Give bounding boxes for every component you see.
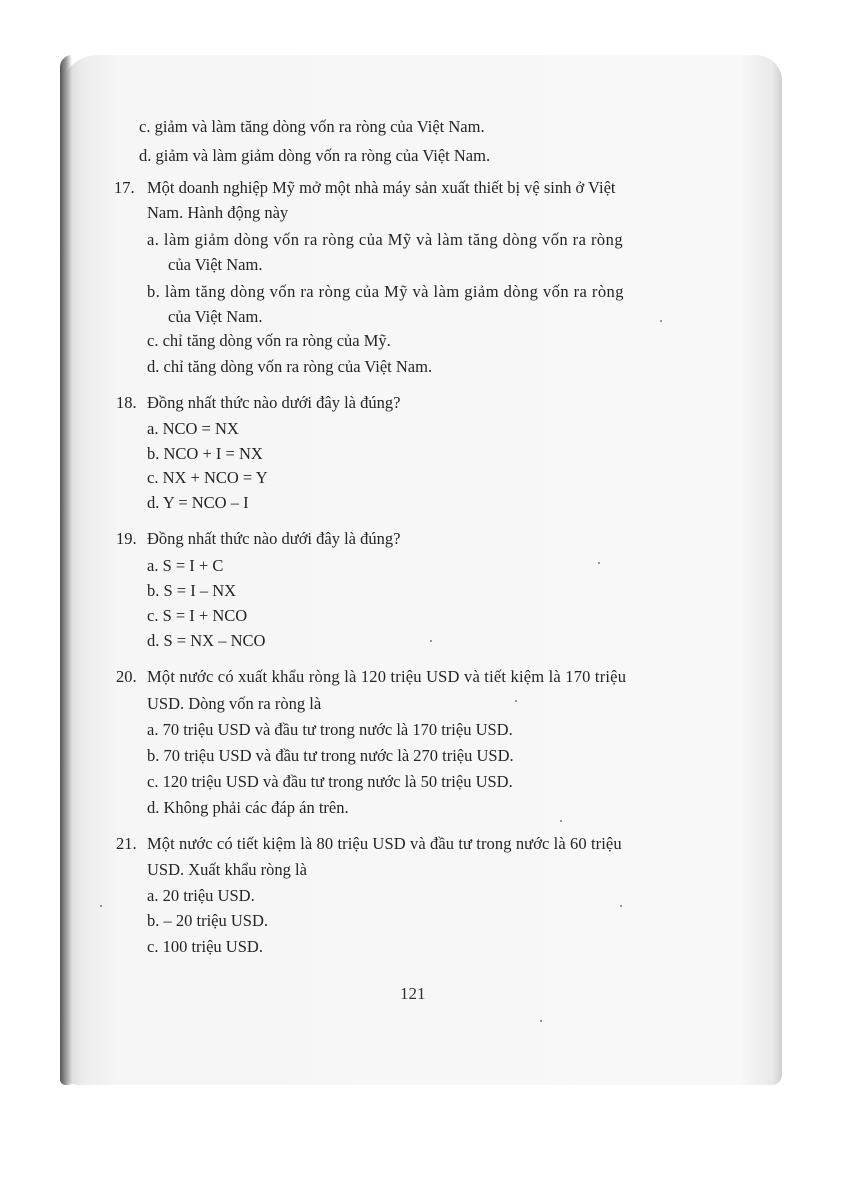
q17-stem-line2: Nam. Hành động này: [147, 203, 289, 222]
q21-stem-line1: Một nước có tiết kiệm là 80 triệu USD và đầu tư trong nước là 60 triệu: [147, 834, 622, 853]
scan-speck: [620, 905, 622, 907]
q17-option-b-line1: b. làm tăng dòng vốn ra ròng của Mỹ và làm giảm dòng vốn ra ròng: [147, 282, 624, 301]
q18-option-a: a. NCO = NX: [147, 419, 239, 438]
q21-option-b: b. – 20 triệu USD.: [147, 911, 268, 930]
q19-option-c: c. S = I + NCO: [147, 606, 248, 625]
scan-speck: [100, 905, 102, 907]
scan-speck: [540, 1020, 542, 1022]
q20-option-a: a. 70 triệu USD và đầu tư trong nước là 170 triệu USD.: [147, 720, 513, 739]
q21-option-a: a. 20 triệu USD.: [147, 886, 255, 905]
q17-option-c: c. chỉ tăng dòng vốn ra ròng của Mỹ.: [147, 331, 391, 350]
scan-speck: [560, 820, 562, 822]
q21-stem-line2: USD. Xuất khẩu ròng là: [147, 860, 307, 879]
q20-option-d: d. Không phải các đáp án trên.: [147, 798, 349, 817]
scan-speck: [515, 700, 517, 702]
q17-option-a-line1: a. làm giảm dòng vốn ra ròng của Mỹ và làm tăng dòng vốn ra ròng: [147, 230, 624, 249]
q20-stem-line1: Một nước có xuất khẩu ròng là 120 triệu USD và tiết kiệm là 170 triệu: [147, 667, 627, 686]
q21-number: 21.: [116, 834, 137, 853]
q19-option-d: d. S = NX – NCO: [147, 631, 266, 650]
q16-option-d: d. giảm và làm giảm dòng vốn ra ròng của Việt Nam.: [139, 146, 491, 165]
q17-option-a-line2: của Việt Nam.: [168, 255, 263, 274]
scan-speck: [660, 320, 662, 322]
q18-number: 18.: [116, 393, 137, 412]
q17-option-b-line2: của Việt Nam.: [168, 307, 263, 326]
q17-number: 17.: [114, 178, 135, 197]
page-number: 121: [400, 984, 426, 1003]
q20-number: 20.: [116, 667, 137, 686]
q18-option-c: c. NX + NCO = Y: [147, 468, 268, 487]
q19-option-a: a. S = I + C: [147, 556, 224, 575]
q19-option-b: b. S = I – NX: [147, 581, 237, 600]
scan-speck: [598, 562, 600, 564]
q20-option-b: b. 70 triệu USD và đầu tư trong nước là 270 triệu USD.: [147, 746, 514, 765]
q17-stem-line1: Một doanh nghiệp Mỹ mở một nhà máy sản xuất thiết bị vệ sinh ở Việt: [147, 178, 616, 197]
scan-speck: [430, 640, 432, 642]
q21-option-c: c. 100 triệu USD.: [147, 937, 263, 956]
q19-stem: Đồng nhất thức nào dưới đây là đúng?: [147, 529, 401, 548]
q18-stem: Đồng nhất thức nào dưới đây là đúng?: [147, 393, 401, 412]
q19-number: 19.: [116, 529, 137, 548]
q20-option-c: c. 120 triệu USD và đầu tư trong nước là 50 triệu USD.: [147, 772, 513, 791]
q18-option-d: d. Y = NCO – I: [147, 493, 249, 512]
q17-option-d: d. chỉ tăng dòng vốn ra ròng của Việt Nam.: [147, 357, 433, 376]
q16-option-c: c. giảm và làm tăng dòng vốn ra ròng của Việt Nam.: [139, 117, 485, 136]
q18-option-b: b. NCO + I = NX: [147, 444, 263, 463]
q20-stem-line2: USD. Dòng vốn ra ròng là: [147, 694, 322, 713]
